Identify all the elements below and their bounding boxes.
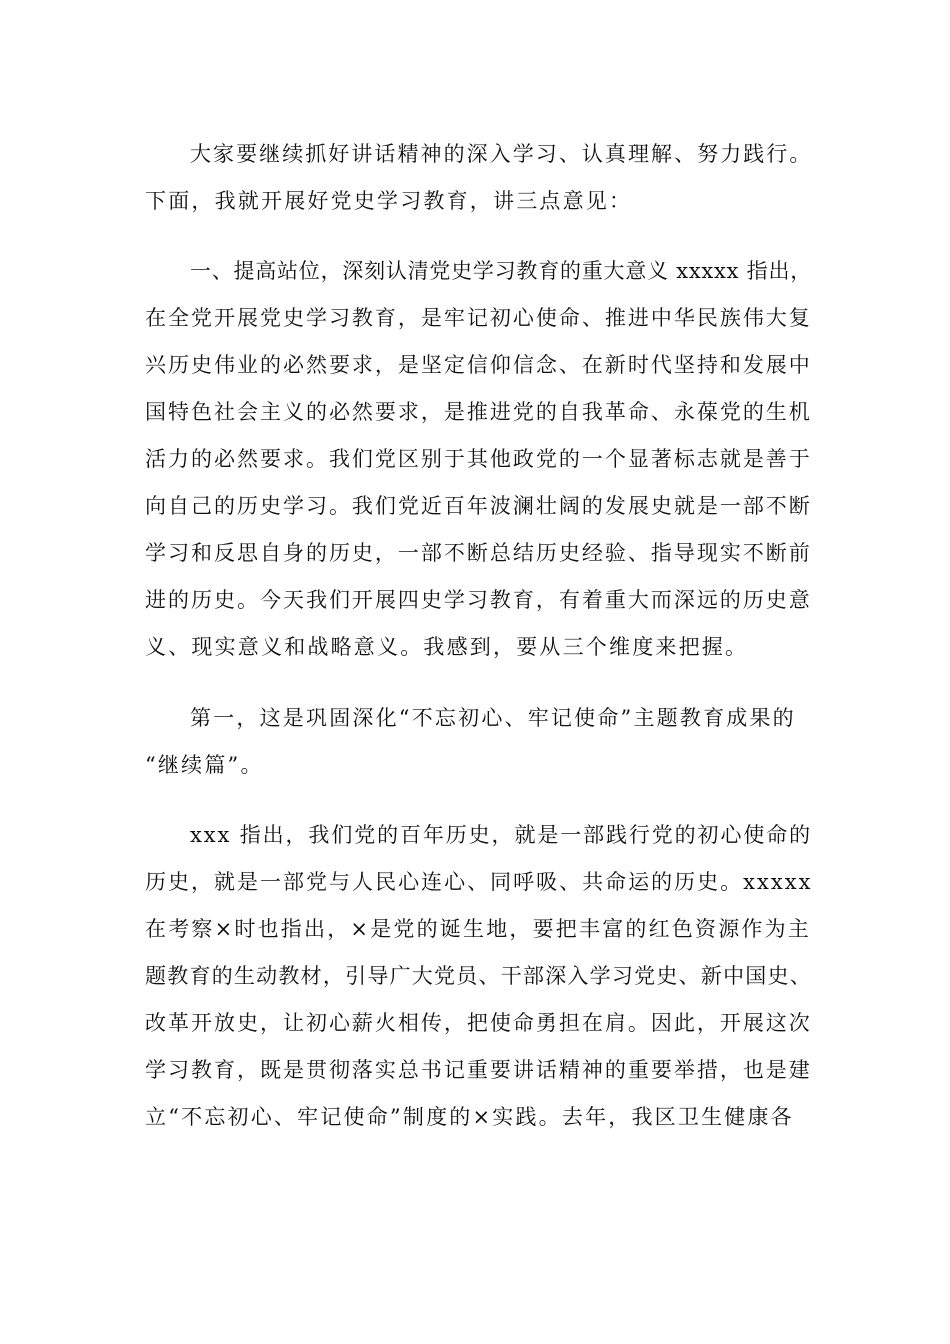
text-line: 义、现实意义和战略意义。我感到，要从三个维度来把握。: [145, 635, 749, 659]
text-line: 学习和反思自身的历史，一部不断总结历史经验、指导现实不断前: [145, 541, 812, 565]
text-line: 在考察×时也指出，×是党的诞生地，要把丰富的红色资源作为主: [145, 917, 811, 941]
text-line: 活力的必然要求。我们党区别于其他政党的一个显著标志就是善于: [145, 447, 812, 471]
text-line: 一、提高站位，深刻认清党史学习教育的重大意义 xxxxx 指出，: [190, 259, 812, 283]
text-line: 进的历史。今天我们开展四史学习教育，有着重大而深远的历史意: [145, 588, 812, 612]
text-line: 下面，我就开展好党史学习教育，讲三点意见：: [145, 189, 633, 213]
text-line: 兴历史伟业的必然要求，是坚定信仰信念、在新时代坚持和发展中: [145, 353, 812, 377]
text-line: 第一，这是巩固深化“不忘初心、牢记使命”主题教育成果的: [190, 706, 796, 730]
text-line: 向自己的历史学习。我们党近百年波澜壮阔的发展史就是一部不断: [145, 494, 812, 518]
text-line: 国特色社会主义的必然要求，是推进党的自我革命、永葆党的生机: [145, 400, 812, 424]
text-line: “继续篇”。: [145, 753, 264, 777]
text-line: 学习教育，既是贯彻落实总书记重要讲话精神的重要举措，也是建: [145, 1058, 812, 1082]
text-line: 立“不忘初心、牢记使命”制度的×实践。去年，我区卫生健康各: [145, 1105, 794, 1129]
text-line: 在全党开展党史学习教育，是牢记初心使命、推进中华民族伟大复: [145, 306, 812, 330]
text-line: 大家要继续抓好讲话精神的深入学习、认真理解、努力践行。: [190, 142, 813, 166]
text-line: xxx 指出，我们党的百年历史，就是一部践行党的初心使命的: [190, 823, 813, 847]
text-line: 历史，就是一部党与人民心连心、同呼吸、共命运的历史。xxxxx: [145, 870, 813, 894]
text-line: 题教育的生动教材，引导广大党员、干部深入学习党史、新中国史、: [145, 964, 812, 988]
text-line: 改革开放史，让初心薪火相传，把使命勇担在肩。因此，开展这次: [145, 1011, 812, 1035]
